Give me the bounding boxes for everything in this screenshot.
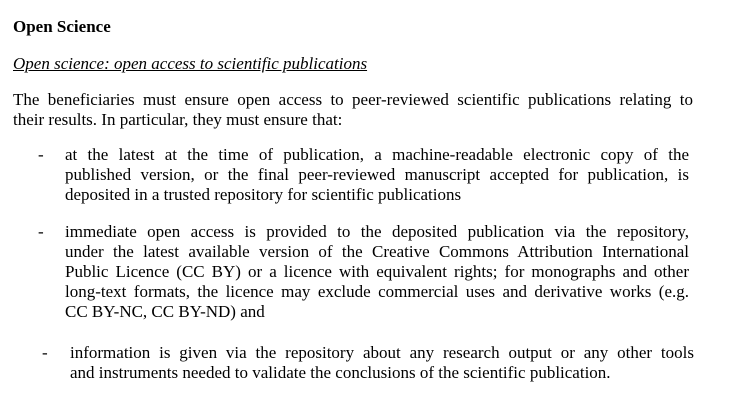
subsection-heading: Open science: open access to scientific publications	[13, 54, 368, 73]
bullet-1-line-1: at the latest at the time of publication, a machine-readable electronic copy of the	[65, 145, 689, 164]
bullet-2-line-1: immediate open access is provided to the deposited publication via the repository,	[65, 222, 689, 241]
intro-line-2: their results. In particular, they must ensure that:	[13, 110, 343, 129]
bullet-marker: -	[38, 145, 44, 164]
bullet-3-line-2: and instruments needed to validate the conclusions of the scientific publication.	[70, 363, 611, 382]
bullet-3-line-1: information is given via the repository about any research output or any other tools	[70, 343, 694, 362]
bullet-marker: -	[38, 222, 44, 241]
bullet-2-line-3: Public Licence (CC BY) or a licence with equivalent rights; for monographs and other	[65, 262, 689, 281]
bullet-item-3	[70, 343, 694, 383]
bullet-2-line-4: long-text formats, the licence may exclude commercial uses and derivative works (e.g.	[65, 282, 689, 301]
bullet-1-line-2: published version, or the final peer-reviewed manuscript accepted for publication, is	[65, 165, 689, 184]
section-heading: Open Science	[13, 17, 111, 36]
intro-paragraph	[13, 90, 693, 130]
bullet-item-2	[65, 222, 689, 322]
bullet-1-line-3: deposited in a trusted repository for scientific publications	[65, 185, 462, 204]
bullet-2-line-2: under the latest available version of the Creative Commons Attribution International	[65, 242, 689, 261]
bullet-item-1	[65, 145, 689, 205]
bullet-marker: -	[42, 343, 48, 362]
bullet-2-line-5: CC BY-NC, CC BY-ND) and	[65, 302, 265, 321]
intro-line-1: The beneficiaries must ensure open access to peer-reviewed scientific publications relating to	[13, 90, 693, 109]
